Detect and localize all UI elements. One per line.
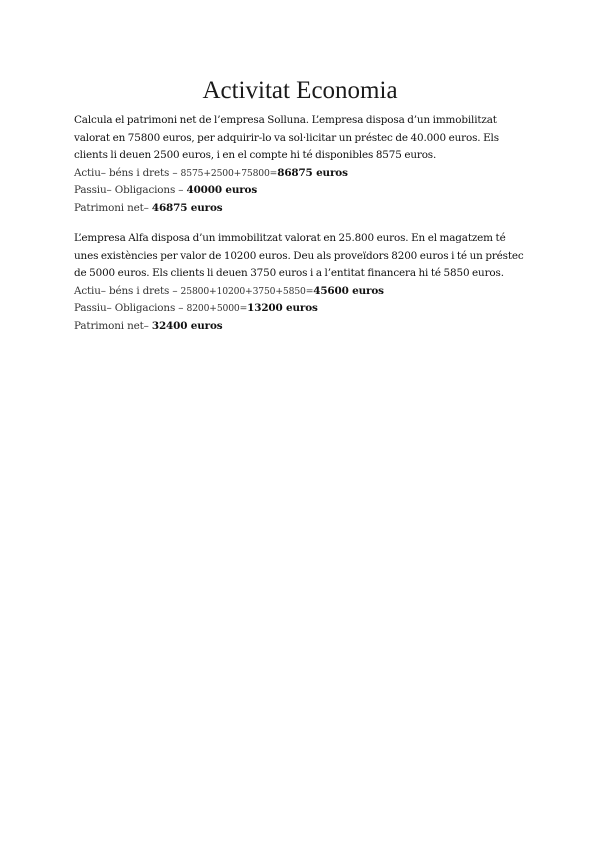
actiu-label: Actiu– béns i drets – bbox=[74, 284, 178, 297]
page-title: Activitat Economia bbox=[202, 77, 398, 104]
passiu-label: Passiu– Obligacions – bbox=[74, 302, 184, 314]
passiu-line bbox=[74, 182, 534, 200]
passiu-line bbox=[74, 300, 534, 318]
statement-line: de 5000 euros. Els clients li deuen 3750 euros i a l’entitat financera hi té 5850 euros. bbox=[74, 267, 504, 279]
actiu-line bbox=[74, 165, 534, 183]
actiu-line bbox=[74, 283, 534, 301]
statement-line: Calcula el patrimoni net de l’empresa Solluna. L’empresa disposa d’un immobilitzat bbox=[74, 114, 497, 126]
exercise-2 bbox=[74, 230, 534, 335]
statement-line: L’empresa Alfa disposa d’un immobilitzat valorat en 25.800 euros. En el magatzem té bbox=[74, 232, 506, 244]
patrimoni-line bbox=[74, 200, 534, 218]
passiu-label: Passiu– Obligacions – bbox=[74, 184, 184, 196]
statement-line: clients li deuen 2500 euros, i en el compte hi té disponibles 8575 euros. bbox=[74, 149, 437, 161]
exercise-1 bbox=[74, 112, 534, 217]
actiu-label: Actiu– béns i drets – bbox=[74, 166, 178, 179]
patrimoni-result: 32400 euros bbox=[151, 319, 223, 332]
passiu-expression: 8200+5000= bbox=[186, 303, 248, 314]
passiu-result: 13200 euros bbox=[247, 302, 318, 314]
passiu-result: 40000 euros bbox=[186, 184, 258, 196]
statement-line: valorat en 75800 euros, per adquirir-lo va sol·licitar un préstec de 40.000 euros. Els bbox=[74, 131, 499, 144]
patrimoni-label: Patrimoni net– bbox=[74, 319, 149, 332]
actiu-expression: 8575+2500+75800= bbox=[180, 167, 278, 179]
patrimoni-result: 46875 euros bbox=[151, 201, 223, 214]
actiu-result: 45600 euros bbox=[313, 284, 384, 297]
statement-line: unes existències per valor de 10200 euros. Deu als proveïdors 8200 euros i té un préstec bbox=[74, 249, 524, 262]
actiu-expression: 25800+10200+3750+5850= bbox=[180, 285, 314, 297]
exercise-1-statement bbox=[74, 112, 534, 165]
exercise-2-statement bbox=[74, 230, 534, 283]
actiu-result: 86875 euros bbox=[277, 166, 348, 179]
patrimoni-line bbox=[74, 318, 534, 336]
patrimoni-label: Patrimoni net– bbox=[74, 201, 149, 214]
